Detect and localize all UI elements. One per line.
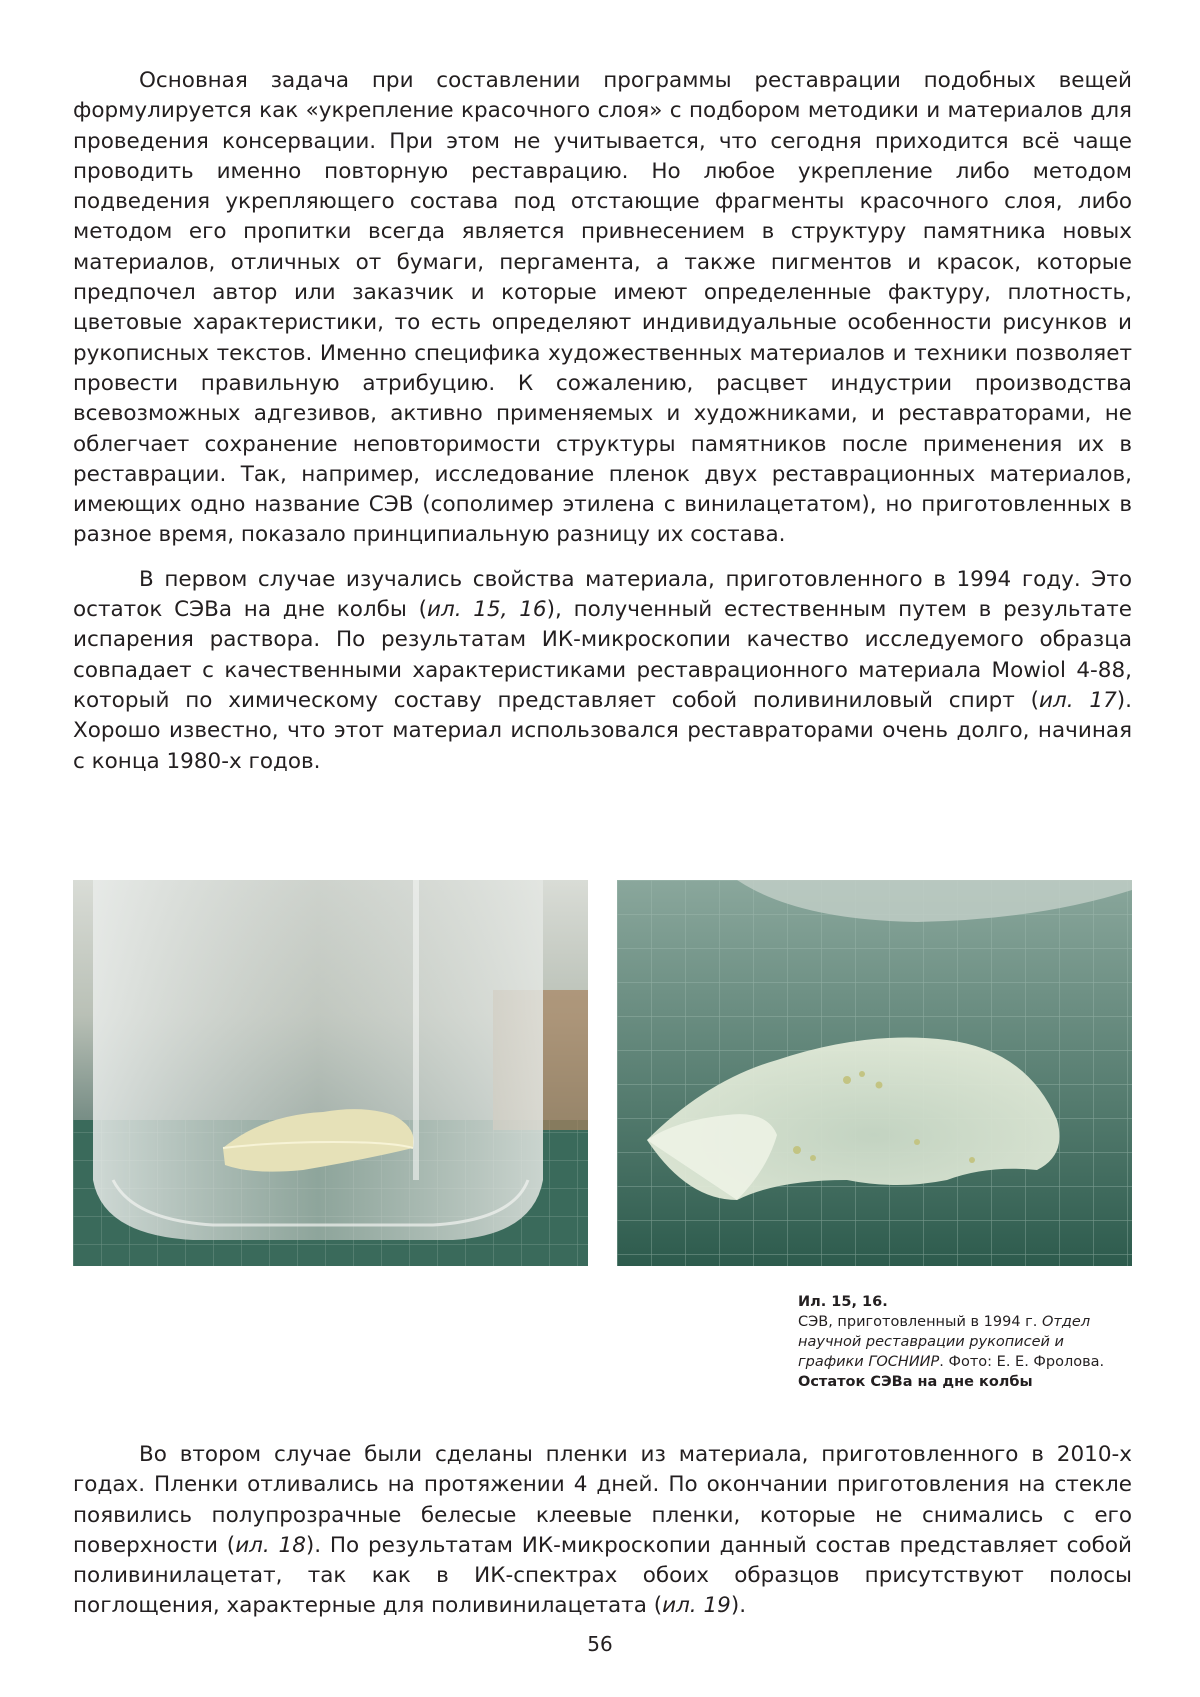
- paragraph-2-text-b: ), полученный естественным путем в результате испарения раствора. По результатам ИК-микроскопии качество исследуемого образца совпадает с качественными характеристиками реставрационного материала Mowiol 4-88, который по химическому составу представляет собой поливиниловый спирт (: [73, 597, 1132, 713]
- main-text: [73, 66, 1132, 777]
- photo-film-fragment: [617, 880, 1132, 1266]
- caption-label: Ил. 15, 16.: [798, 1294, 888, 1310]
- paragraph-1: [73, 66, 1132, 551]
- figure-caption: [798, 1292, 1130, 1392]
- bottom-text: [73, 1440, 1132, 1622]
- paragraph-3-text-c: ).: [730, 1593, 747, 1619]
- paragraph-spacer: [73, 551, 1132, 565]
- figure-reference: ил. 18: [235, 1532, 306, 1558]
- paragraph-3-text-b: ). По результатам ИК-микроскопии данный состав представляет собой поливинилацетат, так как в ИК-спектрах обоих образцов присутствуют полосы поглощения, характерные для поливинилацетата (: [73, 1532, 1133, 1619]
- paragraph-2: [73, 565, 1132, 777]
- figure-15-16: [73, 880, 1132, 1266]
- figure-reference: ил. 17: [1039, 687, 1117, 713]
- paragraph-2-text-a: В первом случае изучались свойства материала, приготовленного в 1994 году. Это остаток СЭВа на дне колбы (: [73, 566, 1132, 623]
- caption-credit: Отдел научной реставрации рукописей и графики ГОСНИИР: [798, 1314, 1091, 1370]
- paragraph-3: [73, 1440, 1132, 1622]
- page-number: 56: [587, 1632, 613, 1656]
- caption-bold-tail: Остаток СЭВа на дне колбы: [798, 1374, 1033, 1390]
- paragraph-3-text-a: Во втором случае были сделаны пленки из материала, приготовленного в 2010-х годах. Пленки отливались на протяжении 4 дней. По окончании приготовления на стекле появились полупрозрачные белесые клеевые пленки, которые не снимались с его поверхности (: [73, 1442, 1132, 1558]
- film-photo-illustration: [617, 880, 1132, 1266]
- caption-text-b: . Фото: Е. Е. Фролова.: [939, 1354, 1105, 1370]
- paragraph-1-text: Основная задача при составлении программы реставрации подобных вещей формулируется как «укрепление красочного слоя» с подбором методики и материалов для проведения консервации. При этом не учитывается, что сегодня приходится всё чаще проводить именно повторную реставрацию. Но любое укрепление либо методом подведения укрепляющего состава под отстающие фрагменты красочного слоя, либо методом его пропитки всегда является привнесением в структуру памятника новых материалов, отличных от бумаги, пергамента, а также пигментов и красок, которые предпочел автор или заказчик и которые имеют определенные фактуру, плотность, цветовые характеристики, то есть определяют индивидуальные особенности рисунков и рукописных текстов. Именно специфика художественных материалов и техники позволяет провести правильную атрибуцию. К сожалению, расцвет индустрии производства всевозможных адгезивов, активно применяемых и художниками, и реставраторами, не облегчает сохранение неповторимости структуры памятников после применения их в реставрации. Так, например, исследование пленок двух реставрационных материалов, имеющих одно название СЭВ (сополимер этилена с винилацетатом), но приготовленных в разное время, показало принципиальную разницу их состава.: [73, 68, 1132, 548]
- photo-flask-residue: [73, 880, 588, 1266]
- figure-reference: ил. 19: [662, 1593, 731, 1619]
- figure-reference: ил. 15, 16: [426, 597, 547, 623]
- paragraph-2-text-c: ). Хорошо известно, что этот материал использовался реставраторами очень долго, начиная с конца 1980-х годов.: [73, 687, 1132, 774]
- flask-photo-illustration: [73, 880, 588, 1266]
- caption-text-a: СЭВ, приготовленный в 1994 г.: [798, 1314, 1043, 1330]
